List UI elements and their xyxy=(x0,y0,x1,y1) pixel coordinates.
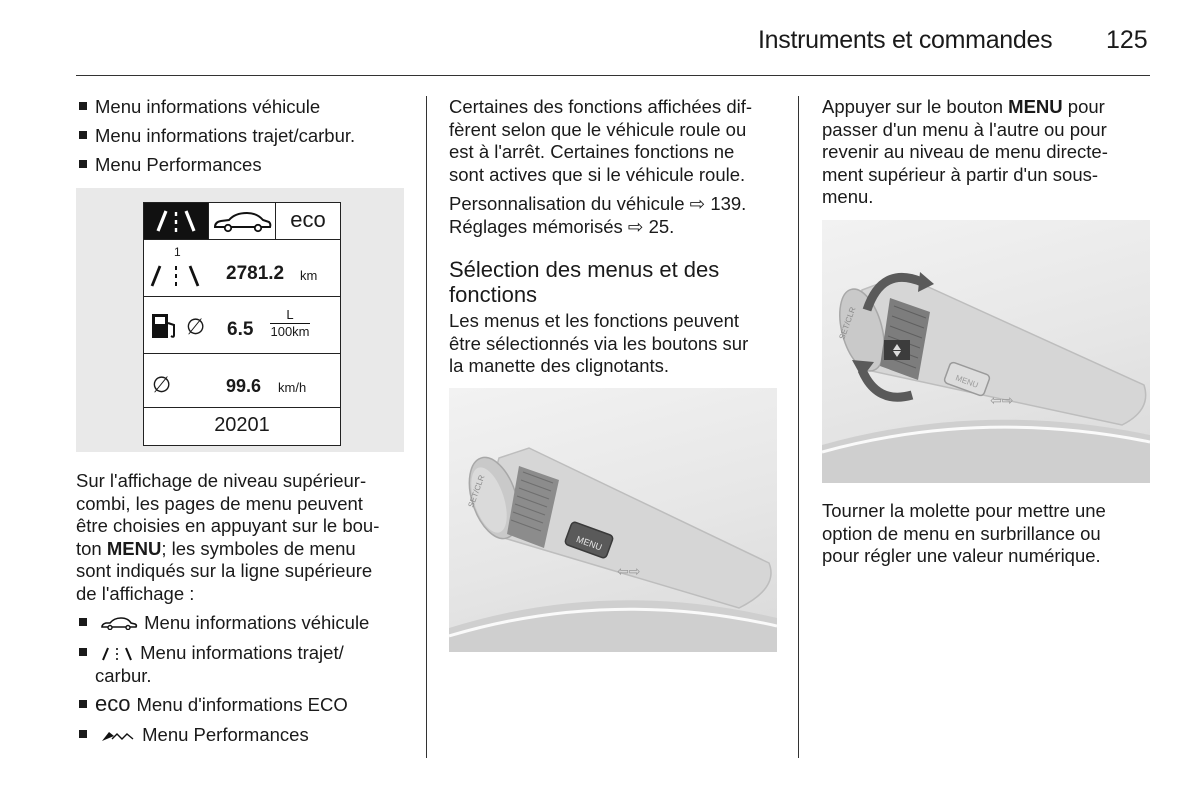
paragraph-menu-pages: Sur l'affichage de niveau supérieur- combi, les pages de menu peuvent être choisies en appuyant sur le bou- ton MENU; les symboles de menu sont indiqués sur la ligne supérieure de l'affichage : xyxy=(76,470,380,604)
display-tab-row xyxy=(144,203,340,240)
bullet-symbol-trip: Menu informations trajet/ xyxy=(79,642,344,665)
lever-label: SET/CLR xyxy=(466,473,487,509)
bullet-symbol-trip-cont: carbur. xyxy=(95,665,152,686)
bullet-square-icon xyxy=(79,648,87,656)
tab-trip-selected xyxy=(144,203,208,239)
lever-label: SET/CLR xyxy=(837,305,858,341)
road-icon xyxy=(144,203,208,239)
trip-distance-value: 2781.2 xyxy=(226,263,285,284)
trip-number: 1 xyxy=(174,245,181,259)
bullet-menu-trip: Menu informations trajet/carbur. xyxy=(79,125,355,148)
header-divider xyxy=(76,75,1150,76)
page-title: Instruments et commandes xyxy=(758,26,1053,54)
thumbwheel-rotation-illustration xyxy=(822,220,1150,483)
paragraph-menu-button: Appuyer sur le bouton MENU pour passer d'un menu à l'autre ou pour revenir au niveau de menu directe- ment supérieur à partir d'un sous- menu. xyxy=(822,96,1108,207)
bullet-square-icon xyxy=(79,730,87,738)
odometer-total: 20201 xyxy=(214,414,270,436)
display-screen xyxy=(143,202,341,446)
lever-arrows-icon: ⇦⇨ xyxy=(617,564,641,580)
lever-photo-menu-button xyxy=(449,388,777,652)
bullet-menu-vehicle: Menu informations véhicule xyxy=(79,96,320,119)
page-number: 125 xyxy=(1106,26,1148,54)
page-reference-arrow-icon: ⇨ xyxy=(689,193,706,214)
display-row-speed xyxy=(144,354,340,404)
display-row-fuel xyxy=(144,297,340,354)
eco-symbol: eco xyxy=(95,691,131,716)
bullet-square-icon xyxy=(79,618,87,626)
bullet-square-icon xyxy=(79,131,87,139)
performance-icon xyxy=(100,727,136,743)
column-divider-2 xyxy=(798,96,799,758)
tab-vehicle xyxy=(208,203,276,239)
display-row-odometer xyxy=(144,407,340,444)
trip-distance-unit: km xyxy=(300,268,318,283)
average-speed-value: 99.6 xyxy=(226,376,262,396)
column-divider-1 xyxy=(426,96,427,758)
bullet-square-icon xyxy=(79,102,87,110)
bullet-symbol-vehicle: Menu informations véhicule xyxy=(79,612,369,635)
references xyxy=(449,193,789,238)
car-icon xyxy=(209,203,275,239)
section-heading: Sélection des menus et des fonctions xyxy=(449,257,720,307)
ref-memorised-settings[interactable]: Réglages mémorisés ⇨ 25. xyxy=(449,215,675,237)
menu-button-label: MENU xyxy=(954,373,980,390)
lever-arrows-icon: ⇦⇨ xyxy=(990,393,1014,409)
display-row-trip xyxy=(144,240,340,297)
lever-photo-thumbwheel xyxy=(822,220,1150,483)
page-reference-arrow-icon: ⇨ xyxy=(627,215,644,237)
average-symbol-icon: ∅ xyxy=(152,372,172,397)
average-speed-unit: km/h xyxy=(278,380,307,395)
paragraph-thumbwheel: Tourner la molette pour mettre une option de menu en surbrillance ou pour régler une valeur numérique. xyxy=(822,500,1106,566)
ref-vehicle-personalisation[interactable]: Personnalisation du véhicule ⇨ 139. xyxy=(449,193,747,214)
average-symbol-icon: ∅ xyxy=(186,314,206,339)
car-icon xyxy=(100,616,138,630)
bullet-symbol-eco: eco Menu d'informations ECO xyxy=(79,693,348,717)
fuel-unit: L 100km xyxy=(270,307,310,339)
bullet-menu-performance: Menu Performances xyxy=(79,154,262,177)
bullet-square-icon xyxy=(79,700,87,708)
road-icon xyxy=(100,645,134,661)
tab-eco: eco xyxy=(290,207,326,232)
road-icon xyxy=(150,260,204,288)
paragraph-selection: Les menus et les fonctions peuvent être sélectionnés via les boutons sur la manette des clignotants. xyxy=(449,310,749,376)
bullet-square-icon xyxy=(79,160,87,168)
bullet-symbol-performance: Menu Performances xyxy=(79,724,309,747)
fuel-consumption-value: 6.5 xyxy=(227,319,254,340)
paragraph-functions: Certaines des fonctions affichées dif- fèrent selon que le véhicule roule ou est à l'arrêt. Certaines fonctions ne sont actives que si le véhicule roule. xyxy=(449,96,753,185)
turn-signal-lever-illustration xyxy=(449,388,777,652)
menu-button-label: MENU xyxy=(574,534,604,553)
display-illustration xyxy=(76,188,404,452)
fuel-pump-icon xyxy=(150,311,180,341)
